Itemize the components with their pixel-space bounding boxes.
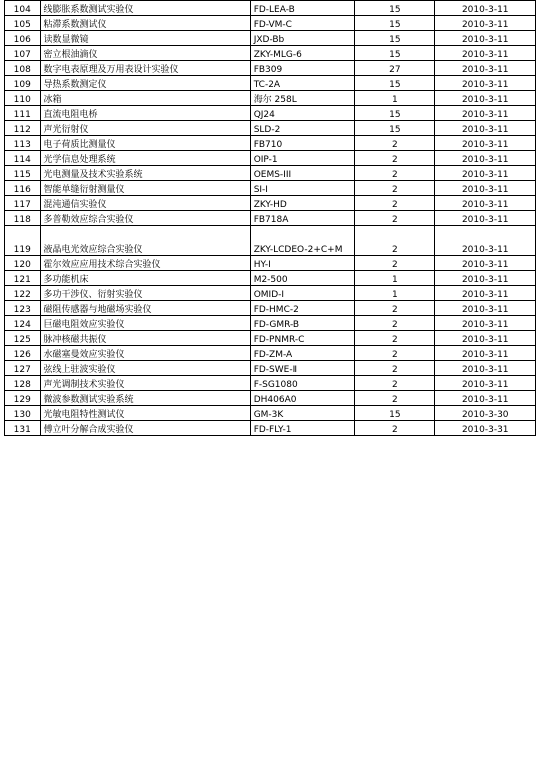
row-number-cell: 105 [5, 16, 41, 31]
model-cell: FD-GMR-B [250, 316, 355, 331]
table-row [5, 316, 536, 331]
date-cell: 2010-3-11 [435, 256, 536, 271]
quantity-cell: 15 [355, 406, 435, 421]
row-number-cell: 118 [5, 211, 41, 226]
row-number-cell: 107 [5, 46, 41, 61]
table-row [5, 346, 536, 361]
row-number-cell: 106 [5, 31, 41, 46]
model-cell: OMID-I [250, 286, 355, 301]
equipment-name-cell: 密立根油滴仪 [40, 46, 250, 61]
equipment-table-body [5, 1, 536, 436]
table-row [5, 271, 536, 286]
row-number-cell: 114 [5, 151, 41, 166]
table-row [5, 286, 536, 301]
model-cell: FB710 [250, 136, 355, 151]
model-cell: FB718A [250, 211, 355, 226]
equipment-name-cell: 光电测量及技术实验系统 [40, 166, 250, 181]
equipment-name-cell: 弦线上驻波实验仪 [40, 361, 250, 376]
table-row [5, 331, 536, 346]
date-cell: 2010-3-11 [435, 391, 536, 406]
table-row [5, 91, 536, 106]
table-row [5, 391, 536, 406]
date-cell: 2010-3-11 [435, 31, 536, 46]
quantity-cell: 2 [355, 331, 435, 346]
quantity-cell: 15 [355, 16, 435, 31]
row-number-cell: 120 [5, 256, 41, 271]
quantity-cell: 2 [355, 136, 435, 151]
equipment-name-cell: 多功能机床 [40, 271, 250, 286]
equipment-name-cell: 微波参数测试实验系统 [40, 391, 250, 406]
model-cell: M2-500 [250, 271, 355, 286]
model-cell: ZKY-MLG-6 [250, 46, 355, 61]
equipment-name-cell: 导热系数测定仪 [40, 76, 250, 91]
date-cell: 2010-3-11 [435, 166, 536, 181]
table-row [5, 61, 536, 76]
table-row [5, 1, 536, 16]
date-cell: 2010-3-11 [435, 1, 536, 16]
table-row [5, 166, 536, 181]
date-cell: 2010-3-11 [435, 331, 536, 346]
date-cell: 2010-3-11 [435, 196, 536, 211]
date-cell: 2010-3-11 [435, 46, 536, 61]
equipment-name-cell: 智能单缝衍射测量仪 [40, 181, 250, 196]
model-cell: JXD-Bb [250, 31, 355, 46]
quantity-cell: 27 [355, 61, 435, 76]
date-cell: 2010-3-11 [435, 226, 536, 256]
date-cell: 2010-3-11 [435, 376, 536, 391]
date-cell: 2010-3-11 [435, 61, 536, 76]
table-row [5, 46, 536, 61]
table-row [5, 406, 536, 421]
quantity-cell: 2 [355, 196, 435, 211]
equipment-name-cell: 混沌通信实验仪 [40, 196, 250, 211]
table-row [5, 106, 536, 121]
table-row [5, 226, 536, 256]
equipment-name-cell: 磁阻传感器与地磁场实验仪 [40, 301, 250, 316]
table-row [5, 31, 536, 46]
row-number-cell: 108 [5, 61, 41, 76]
quantity-cell: 1 [355, 271, 435, 286]
equipment-table [4, 0, 536, 436]
quantity-cell: 2 [355, 226, 435, 256]
equipment-name-cell: 线膨胀系数测试实验仪 [40, 1, 250, 16]
equipment-name-cell: 声光衍射仪 [40, 121, 250, 136]
equipment-name-cell: 巨磁电阻效应实验仪 [40, 316, 250, 331]
model-cell: F-SG1080 [250, 376, 355, 391]
quantity-cell: 1 [355, 286, 435, 301]
date-cell: 2010-3-11 [435, 16, 536, 31]
date-cell: 2010-3-11 [435, 301, 536, 316]
model-cell: GM-3K [250, 406, 355, 421]
equipment-name-cell: 多功干涉仪、衍射实验仪 [40, 286, 250, 301]
equipment-name-cell: 液晶电光效应综合实验仪 [40, 226, 250, 256]
date-cell: 2010-3-11 [435, 181, 536, 196]
row-number-cell: 111 [5, 106, 41, 121]
table-row [5, 76, 536, 91]
table-row [5, 256, 536, 271]
model-cell: OIP-1 [250, 151, 355, 166]
quantity-cell: 2 [355, 181, 435, 196]
quantity-cell: 2 [355, 301, 435, 316]
equipment-name-cell: 脉冲核磁共振仪 [40, 331, 250, 346]
quantity-cell: 15 [355, 1, 435, 16]
quantity-cell: 2 [355, 166, 435, 181]
row-number-cell: 125 [5, 331, 41, 346]
table-row [5, 361, 536, 376]
table-row [5, 16, 536, 31]
equipment-name-cell: 数字电表原理及万用表设计实验仪 [40, 61, 250, 76]
quantity-cell: 2 [355, 256, 435, 271]
quantity-cell: 2 [355, 391, 435, 406]
quantity-cell: 2 [355, 151, 435, 166]
table-row [5, 136, 536, 151]
date-cell: 2010-3-11 [435, 271, 536, 286]
equipment-name-cell: 光学信息处理系统 [40, 151, 250, 166]
quantity-cell: 2 [355, 421, 435, 436]
date-cell: 2010-3-11 [435, 151, 536, 166]
date-cell: 2010-3-30 [435, 406, 536, 421]
model-cell: QJ24 [250, 106, 355, 121]
quantity-cell: 15 [355, 31, 435, 46]
row-number-cell: 109 [5, 76, 41, 91]
equipment-name-cell: 多普勒效应综合实验仪 [40, 211, 250, 226]
model-cell: FD-LEA-B [250, 1, 355, 16]
row-number-cell: 129 [5, 391, 41, 406]
row-number-cell: 119 [5, 226, 41, 256]
equipment-name-cell: 冰箱 [40, 91, 250, 106]
model-cell: 海尔 258L [250, 91, 355, 106]
quantity-cell: 15 [355, 121, 435, 136]
date-cell: 2010-3-11 [435, 136, 536, 151]
row-number-cell: 131 [5, 421, 41, 436]
row-number-cell: 121 [5, 271, 41, 286]
row-number-cell: 126 [5, 346, 41, 361]
model-cell: HY-I [250, 256, 355, 271]
date-cell: 2010-3-11 [435, 346, 536, 361]
model-cell: SI-I [250, 181, 355, 196]
model-cell: FD-VM-C [250, 16, 355, 31]
date-cell: 2010-3-11 [435, 286, 536, 301]
quantity-cell: 2 [355, 376, 435, 391]
equipment-name-cell: 粘滞系数测试仪 [40, 16, 250, 31]
date-cell: 2010-3-11 [435, 361, 536, 376]
model-cell: SLD-2 [250, 121, 355, 136]
row-number-cell: 122 [5, 286, 41, 301]
table-row [5, 211, 536, 226]
row-number-cell: 128 [5, 376, 41, 391]
quantity-cell: 15 [355, 46, 435, 61]
model-cell: TC-2A [250, 76, 355, 91]
date-cell: 2010-3-11 [435, 106, 536, 121]
row-number-cell: 127 [5, 361, 41, 376]
model-cell: ZKY-LCDEO-2+C+M [250, 226, 355, 256]
row-number-cell: 117 [5, 196, 41, 211]
table-row [5, 196, 536, 211]
row-number-cell: 116 [5, 181, 41, 196]
model-cell: FD-ZM-A [250, 346, 355, 361]
model-cell: FB309 [250, 61, 355, 76]
table-row [5, 421, 536, 436]
quantity-cell: 15 [355, 106, 435, 121]
quantity-cell: 2 [355, 211, 435, 226]
date-cell: 2010-3-11 [435, 211, 536, 226]
row-number-cell: 115 [5, 166, 41, 181]
equipment-name-cell: 读数显微镜 [40, 31, 250, 46]
date-cell: 2010-3-11 [435, 76, 536, 91]
equipment-name-cell: 电子荷质比测量仪 [40, 136, 250, 151]
date-cell: 2010-3-31 [435, 421, 536, 436]
equipment-name-cell: 光敏电阻特性测试仪 [40, 406, 250, 421]
model-cell: OEMS-III [250, 166, 355, 181]
table-row [5, 121, 536, 136]
table-row [5, 376, 536, 391]
quantity-cell: 2 [355, 361, 435, 376]
equipment-name-cell: 直流电阻电桥 [40, 106, 250, 121]
row-number-cell: 110 [5, 91, 41, 106]
quantity-cell: 15 [355, 76, 435, 91]
date-cell: 2010-3-11 [435, 316, 536, 331]
quantity-cell: 1 [355, 91, 435, 106]
equipment-name-cell: 傅立叶分解合成实验仪 [40, 421, 250, 436]
date-cell: 2010-3-11 [435, 121, 536, 136]
model-cell: DH406A0 [250, 391, 355, 406]
model-cell: FD-FLY-1 [250, 421, 355, 436]
quantity-cell: 2 [355, 346, 435, 361]
model-cell: FD-HMC-2 [250, 301, 355, 316]
table-row [5, 151, 536, 166]
row-number-cell: 112 [5, 121, 41, 136]
table-row [5, 181, 536, 196]
quantity-cell: 2 [355, 316, 435, 331]
row-number-cell: 123 [5, 301, 41, 316]
date-cell: 2010-3-11 [435, 91, 536, 106]
model-cell: ZKY-HD [250, 196, 355, 211]
row-number-cell: 104 [5, 1, 41, 16]
row-number-cell: 124 [5, 316, 41, 331]
equipment-name-cell: 声光调制技术实验仪 [40, 376, 250, 391]
table-row [5, 301, 536, 316]
row-number-cell: 113 [5, 136, 41, 151]
equipment-name-cell: 水磁塞曼效应实验仪 [40, 346, 250, 361]
row-number-cell: 130 [5, 406, 41, 421]
equipment-name-cell: 霍尔效应应用技术综合实验仪 [40, 256, 250, 271]
model-cell: FD-PNMR-C [250, 331, 355, 346]
model-cell: FD-SWE-Ⅱ [250, 361, 355, 376]
